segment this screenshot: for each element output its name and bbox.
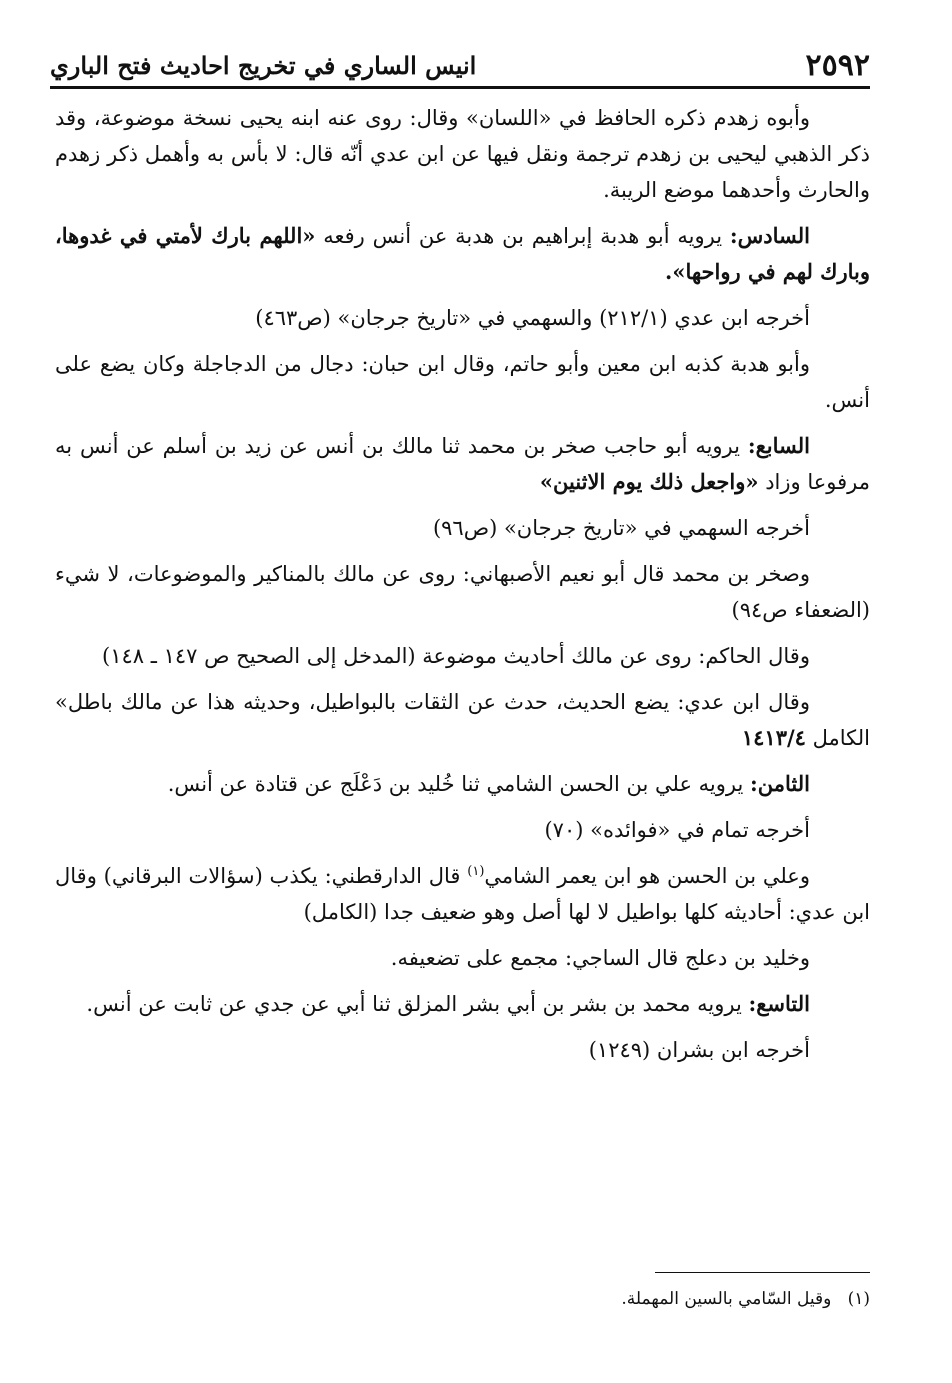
page-number: ٢٥٩٢	[805, 48, 870, 83]
paragraph-takhrij-sahmi: أخرجه السهمي في «تاريخ جرجان» (ص٩٦)	[432, 516, 810, 540]
section-label-eighth: الثامن:	[750, 771, 810, 796]
footnote-text: وقيل السّامي بالسين المهملة.	[621, 1289, 832, 1309]
paragraph-hakim: وقال الحاكم: روى عن مالك أحاديث موضوعة (المدخل إلى الصحيح ص ١٤٧ ـ ١٤٨)	[102, 644, 810, 668]
section-label-sixth: السادس:	[729, 223, 810, 248]
paragraph-seventh	[55, 428, 870, 500]
kamil-reference: ١٤١٣/٤	[741, 725, 806, 750]
paragraph-ibn-adi-comment	[55, 684, 870, 756]
ali-text-b: قال الدارقطني: يكذب (سؤالات البرقاني) وقال ابن عدي: أحاديثه كلها بواطيل لا لها أصل وهو ضعيف جدا (الكامل)	[55, 864, 870, 924]
seventh-hadith-quote: «واجعل ذلك يوم الاثنين»	[539, 469, 759, 494]
sixth-hadith-quote: «اللهم بارك لأمتي في غدوها، وبارك لهم في رواحها».	[55, 223, 870, 284]
ali-text-a: وعلي بن الحسن هو ابن يعمر الشامي	[484, 864, 810, 888]
footnote-rule	[655, 1272, 870, 1273]
footnote	[55, 1284, 870, 1314]
paragraph-ninth	[55, 986, 870, 1022]
section-label-seventh: السابع:	[747, 433, 810, 458]
footnote-number: (١)	[847, 1289, 870, 1309]
paragraph-sakhr: وصخر بن محمد قال أبو نعيم الأصبهاني: روى عن مالك بالمناكير والموضوعات، لا شيء (الضعفاء ص٩٤)	[55, 562, 870, 622]
main-text	[55, 100, 870, 1078]
paragraph-ali-ibn-hasan	[55, 858, 870, 930]
footnote-marker[interactable]: (١)	[467, 864, 485, 879]
paragraph-abu-hudba: وأبو هدبة كذبه ابن معين وأبو حاتم، وقال ابن حبان: دجال من الدجاجلة وكان يضع على أنس.	[55, 352, 870, 412]
page-header	[50, 42, 870, 86]
ninth-text: يرويه محمد بن بشر بن أبي بشر المزلق ثنا أبي عن جدي عن ثابت عن أنس.	[86, 992, 749, 1016]
paragraph-khulayd: وخليد بن دعلج قال الساجي: مجمع على تضعيفه.	[390, 946, 810, 970]
header-rule	[50, 86, 870, 89]
sixth-text: يرويه أبو هدبة إبراهيم بن هدبة عن أنس رفعه	[315, 224, 730, 248]
paragraph-takhrij-ibn-bishran: أخرجه ابن بشران (١٢٤٩)	[588, 1038, 810, 1062]
ibn-adi-comment-text: وقال ابن عدي: يضع الحديث، حدث عن الثقات بالبواطيل، وحديثه هذا عن مالك باطل» الكامل	[55, 690, 870, 750]
running-title: انيس الساري في تخريج احاديث فتح الباري	[50, 51, 477, 80]
paragraph-sixth	[55, 218, 870, 290]
eighth-text: يرويه علي بن الحسن الشامي ثنا خُليد بن دَعْلَج عن قتادة عن أنس.	[167, 772, 751, 796]
paragraph-takhrij-tammam: أخرجه تمام في «فوائده» (٧٠)	[544, 818, 810, 842]
paragraph-takhrij-ibn-adi: أخرجه ابن عدي (٢١٢/١) والسهمي في «تاريخ جرجان» (ص٤٦٣)	[255, 306, 810, 330]
section-label-ninth: التاسع:	[748, 991, 810, 1016]
paragraph-zahdam: وأبوه زهدم ذكره الحافظ في «اللسان» وقال: روى عنه ابنه يحيى نسخة موضوعة، وقد ذكر الذهبي ليحيى بن زهدم ترجمة ونقل فيها عن ابن عدي أنّه قال: لا بأس به وأهمل ذكر زهدم والحارث وأحدهما موضع الريبة.	[55, 106, 870, 202]
seventh-text: يرويه أبو حاجب صخر بن محمد ثنا مالك بن أنس عن زيد بن أسلم عن أنس به مرفوعا وزاد	[55, 434, 870, 494]
paragraph-eighth	[55, 766, 870, 802]
